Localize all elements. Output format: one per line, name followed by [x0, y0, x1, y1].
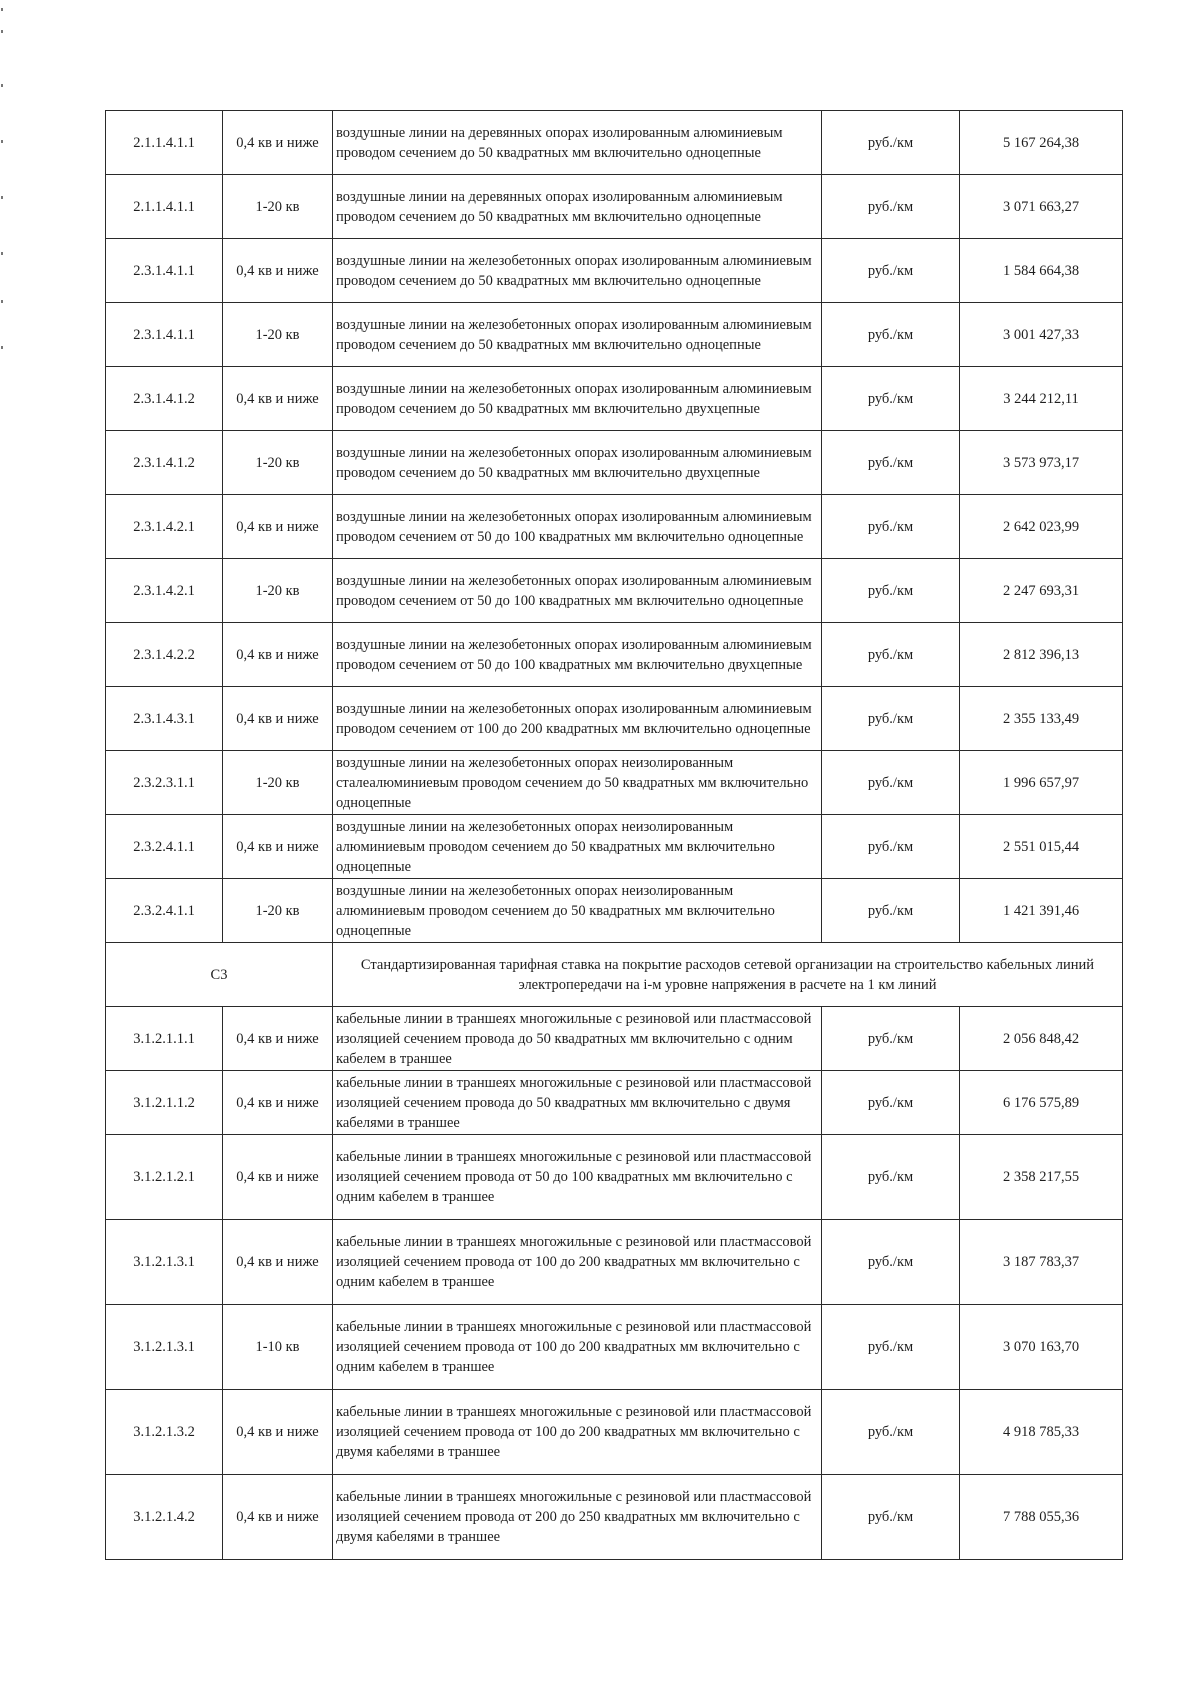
row-voltage: 1-10 кв	[223, 1305, 333, 1390]
row-voltage: 1-20 кв	[223, 559, 333, 623]
row-code: 2.1.1.4.1.1	[106, 111, 223, 175]
row-value: 1 584 664,38	[960, 239, 1123, 303]
row-value: 3 187 783,37	[960, 1220, 1123, 1305]
row-value: 2 247 693,31	[960, 559, 1123, 623]
row-code: 2.3.2.3.1.1	[106, 751, 223, 815]
row-unit: руб./км	[822, 175, 960, 239]
table-row	[106, 559, 1123, 623]
row-code: 2.3.1.4.1.1	[106, 239, 223, 303]
row-value: 5 167 264,38	[960, 111, 1123, 175]
table-row	[106, 687, 1123, 751]
row-description: кабельные линии в траншеях многожильные с резиновой или пластмассовой изоляцией сечением провода от 100 до 200 квадратных мм включительно с двумя кабелями в траншее	[333, 1390, 822, 1475]
table-row	[106, 623, 1123, 687]
table-row	[106, 495, 1123, 559]
row-code: 3.1.2.1.2.1	[106, 1135, 223, 1220]
section-code: С3	[106, 943, 333, 1007]
row-value: 3 244 212,11	[960, 367, 1123, 431]
row-unit: руб./км	[822, 1390, 960, 1475]
row-unit: руб./км	[822, 687, 960, 751]
table-row	[106, 1305, 1123, 1390]
row-description: воздушные линии на железобетонных опорах неизолированным сталеалюминиевым проводом сечением до 50 квадратных мм включительно одноцепные	[333, 751, 822, 815]
row-voltage: 0,4 кв и ниже	[223, 1390, 333, 1475]
row-description: кабельные линии в траншеях многожильные с резиновой или пластмассовой изоляцией сечением провода до 50 квадратных мм включительно с одним кабелем в траншее	[333, 1007, 822, 1071]
row-code: 2.3.1.4.3.1	[106, 687, 223, 751]
row-code: 3.1.2.1.4.2	[106, 1475, 223, 1560]
row-voltage: 0,4 кв и ниже	[223, 1475, 333, 1560]
row-unit: руб./км	[822, 1475, 960, 1560]
row-value: 3 001 427,33	[960, 303, 1123, 367]
row-code: 2.3.1.4.1.2	[106, 431, 223, 495]
row-voltage: 0,4 кв и ниже	[223, 367, 333, 431]
row-voltage: 0,4 кв и ниже	[223, 1220, 333, 1305]
row-description: кабельные линии в траншеях многожильные с резиновой или пластмассовой изоляцией сечением провода до 50 квадратных мм включительно с двумя кабелями в траншее	[333, 1071, 822, 1135]
row-unit: руб./км	[822, 495, 960, 559]
row-voltage: 0,4 кв и ниже	[223, 687, 333, 751]
row-value: 2 812 396,13	[960, 623, 1123, 687]
row-description: кабельные линии в траншеях многожильные с резиновой или пластмассовой изоляцией сечением провода от 100 до 200 квадратных мм включительно с одним кабелем в траншее	[333, 1220, 822, 1305]
row-voltage: 0,4 кв и ниже	[223, 1071, 333, 1135]
row-unit: руб./км	[822, 559, 960, 623]
row-unit: руб./км	[822, 1305, 960, 1390]
tariff-table	[105, 110, 1123, 1560]
row-description: воздушные линии на железобетонных опорах изолированным алюминиевым проводом сечением от 50 до 100 квадратных мм включительно двухцепные	[333, 623, 822, 687]
row-voltage: 0,4 кв и ниже	[223, 1135, 333, 1220]
row-voltage: 0,4 кв и ниже	[223, 1007, 333, 1071]
row-description: кабельные линии в траншеях многожильные с резиновой или пластмассовой изоляцией сечением провода от 50 до 100 квадратных мм включительно с одним кабелем в траншее	[333, 1135, 822, 1220]
row-description: воздушные линии на железобетонных опорах изолированным алюминиевым проводом сечением от 50 до 100 квадратных мм включительно одноцепные	[333, 559, 822, 623]
row-code: 2.3.1.4.1.2	[106, 367, 223, 431]
row-description: воздушные линии на железобетонных опорах изолированным алюминиевым проводом сечением до 50 квадратных мм включительно двухцепные	[333, 431, 822, 495]
row-code: 2.3.1.4.2.2	[106, 623, 223, 687]
row-code: 2.1.1.4.1.1	[106, 175, 223, 239]
row-description: воздушные линии на железобетонных опорах неизолированным алюминиевым проводом сечением до 50 квадратных мм включительно одноцепные	[333, 879, 822, 943]
table-row	[106, 1390, 1123, 1475]
row-code: 2.3.1.4.1.1	[106, 303, 223, 367]
table-row	[106, 239, 1123, 303]
table-row	[106, 1135, 1123, 1220]
row-value: 2 056 848,42	[960, 1007, 1123, 1071]
row-unit: руб./км	[822, 431, 960, 495]
row-value: 3 070 163,70	[960, 1305, 1123, 1390]
table-row	[106, 1007, 1123, 1071]
row-unit: руб./км	[822, 1007, 960, 1071]
row-voltage: 1-20 кв	[223, 879, 333, 943]
table-row	[106, 111, 1123, 175]
row-value: 6 176 575,89	[960, 1071, 1123, 1135]
row-description: воздушные линии на деревянных опорах изолированным алюминиевым проводом сечением до 50 квадратных мм включительно одноцепные	[333, 175, 822, 239]
row-unit: руб./км	[822, 879, 960, 943]
table-row	[106, 815, 1123, 879]
row-voltage: 0,4 кв и ниже	[223, 111, 333, 175]
table-row	[106, 431, 1123, 495]
section-header-row	[106, 943, 1123, 1007]
section-c3	[106, 943, 1123, 1007]
row-voltage: 1-20 кв	[223, 431, 333, 495]
row-unit: руб./км	[822, 1071, 960, 1135]
row-unit: руб./км	[822, 623, 960, 687]
table-row	[106, 1475, 1123, 1560]
row-voltage: 1-20 кв	[223, 751, 333, 815]
row-description: кабельные линии в траншеях многожильные с резиновой или пластмассовой изоляцией сечением провода от 100 до 200 квадратных мм включительно с одним кабелем в траншее	[333, 1305, 822, 1390]
row-voltage: 0,4 кв и ниже	[223, 623, 333, 687]
row-description: воздушные линии на железобетонных опорах изолированным алюминиевым проводом сечением до 50 квадратных мм включительно одноцепные	[333, 239, 822, 303]
row-value: 2 551 015,44	[960, 815, 1123, 879]
row-code: 3.1.2.1.3.1	[106, 1220, 223, 1305]
row-code: 3.1.2.1.3.1	[106, 1305, 223, 1390]
row-code: 3.1.2.1.3.2	[106, 1390, 223, 1475]
row-value: 1 421 391,46	[960, 879, 1123, 943]
table-row	[106, 303, 1123, 367]
row-unit: руб./км	[822, 303, 960, 367]
row-voltage: 0,4 кв и ниже	[223, 495, 333, 559]
cable-lines-rows	[106, 1007, 1123, 1560]
row-code: 3.1.2.1.1.1	[106, 1007, 223, 1071]
row-code: 2.3.1.4.2.1	[106, 495, 223, 559]
row-voltage: 1-20 кв	[223, 303, 333, 367]
overhead-lines-rows	[106, 111, 1123, 943]
row-value: 3 071 663,27	[960, 175, 1123, 239]
table-row	[106, 1220, 1123, 1305]
row-value: 7 788 055,36	[960, 1475, 1123, 1560]
row-unit: руб./км	[822, 111, 960, 175]
row-description: воздушные линии на железобетонных опорах изолированным алюминиевым проводом сечением от 100 до 200 квадратных мм включительно одноцепные	[333, 687, 822, 751]
row-value: 1 996 657,97	[960, 751, 1123, 815]
row-voltage: 0,4 кв и ниже	[223, 815, 333, 879]
row-voltage: 1-20 кв	[223, 175, 333, 239]
row-unit: руб./км	[822, 239, 960, 303]
row-description: кабельные линии в траншеях многожильные с резиновой или пластмассовой изоляцией сечением провода от 200 до 250 квадратных мм включительно с двумя кабелями в траншее	[333, 1475, 822, 1560]
row-code: 2.3.1.4.2.1	[106, 559, 223, 623]
row-description: воздушные линии на железобетонных опорах изолированным алюминиевым проводом сечением до 50 квадратных мм включительно одноцепные	[333, 303, 822, 367]
table-row	[106, 879, 1123, 943]
row-unit: руб./км	[822, 751, 960, 815]
row-unit: руб./км	[822, 367, 960, 431]
row-code: 3.1.2.1.1.2	[106, 1071, 223, 1135]
section-title: Стандартизированная тарифная ставка на покрытие расходов сетевой организации на строительство кабельных линий электропередачи на i-м уровне напряжения в расчете на 1 км линий	[333, 943, 1123, 1007]
row-description: воздушные линии на железобетонных опорах изолированным алюминиевым проводом сечением до 50 квадратных мм включительно двухцепные	[333, 367, 822, 431]
row-description: воздушные линии на деревянных опорах изолированным алюминиевым проводом сечением до 50 квадратных мм включительно одноцепные	[333, 111, 822, 175]
table-row	[106, 1071, 1123, 1135]
table-row	[106, 367, 1123, 431]
row-value: 2 642 023,99	[960, 495, 1123, 559]
table-row	[106, 175, 1123, 239]
row-description: воздушные линии на железобетонных опорах изолированным алюминиевым проводом сечением от 50 до 100 квадратных мм включительно одноцепные	[333, 495, 822, 559]
row-value: 3 573 973,17	[960, 431, 1123, 495]
row-value: 2 355 133,49	[960, 687, 1123, 751]
scan-margin-marks	[0, 0, 6, 360]
row-unit: руб./км	[822, 1220, 960, 1305]
row-description: воздушные линии на железобетонных опорах неизолированным алюминиевым проводом сечением до 50 квадратных мм включительно одноцепные	[333, 815, 822, 879]
row-value: 2 358 217,55	[960, 1135, 1123, 1220]
row-code: 2.3.2.4.1.1	[106, 815, 223, 879]
row-code: 2.3.2.4.1.1	[106, 879, 223, 943]
table-row	[106, 751, 1123, 815]
row-unit: руб./км	[822, 1135, 960, 1220]
row-unit: руб./км	[822, 815, 960, 879]
row-value: 4 918 785,33	[960, 1390, 1123, 1475]
row-voltage: 0,4 кв и ниже	[223, 239, 333, 303]
